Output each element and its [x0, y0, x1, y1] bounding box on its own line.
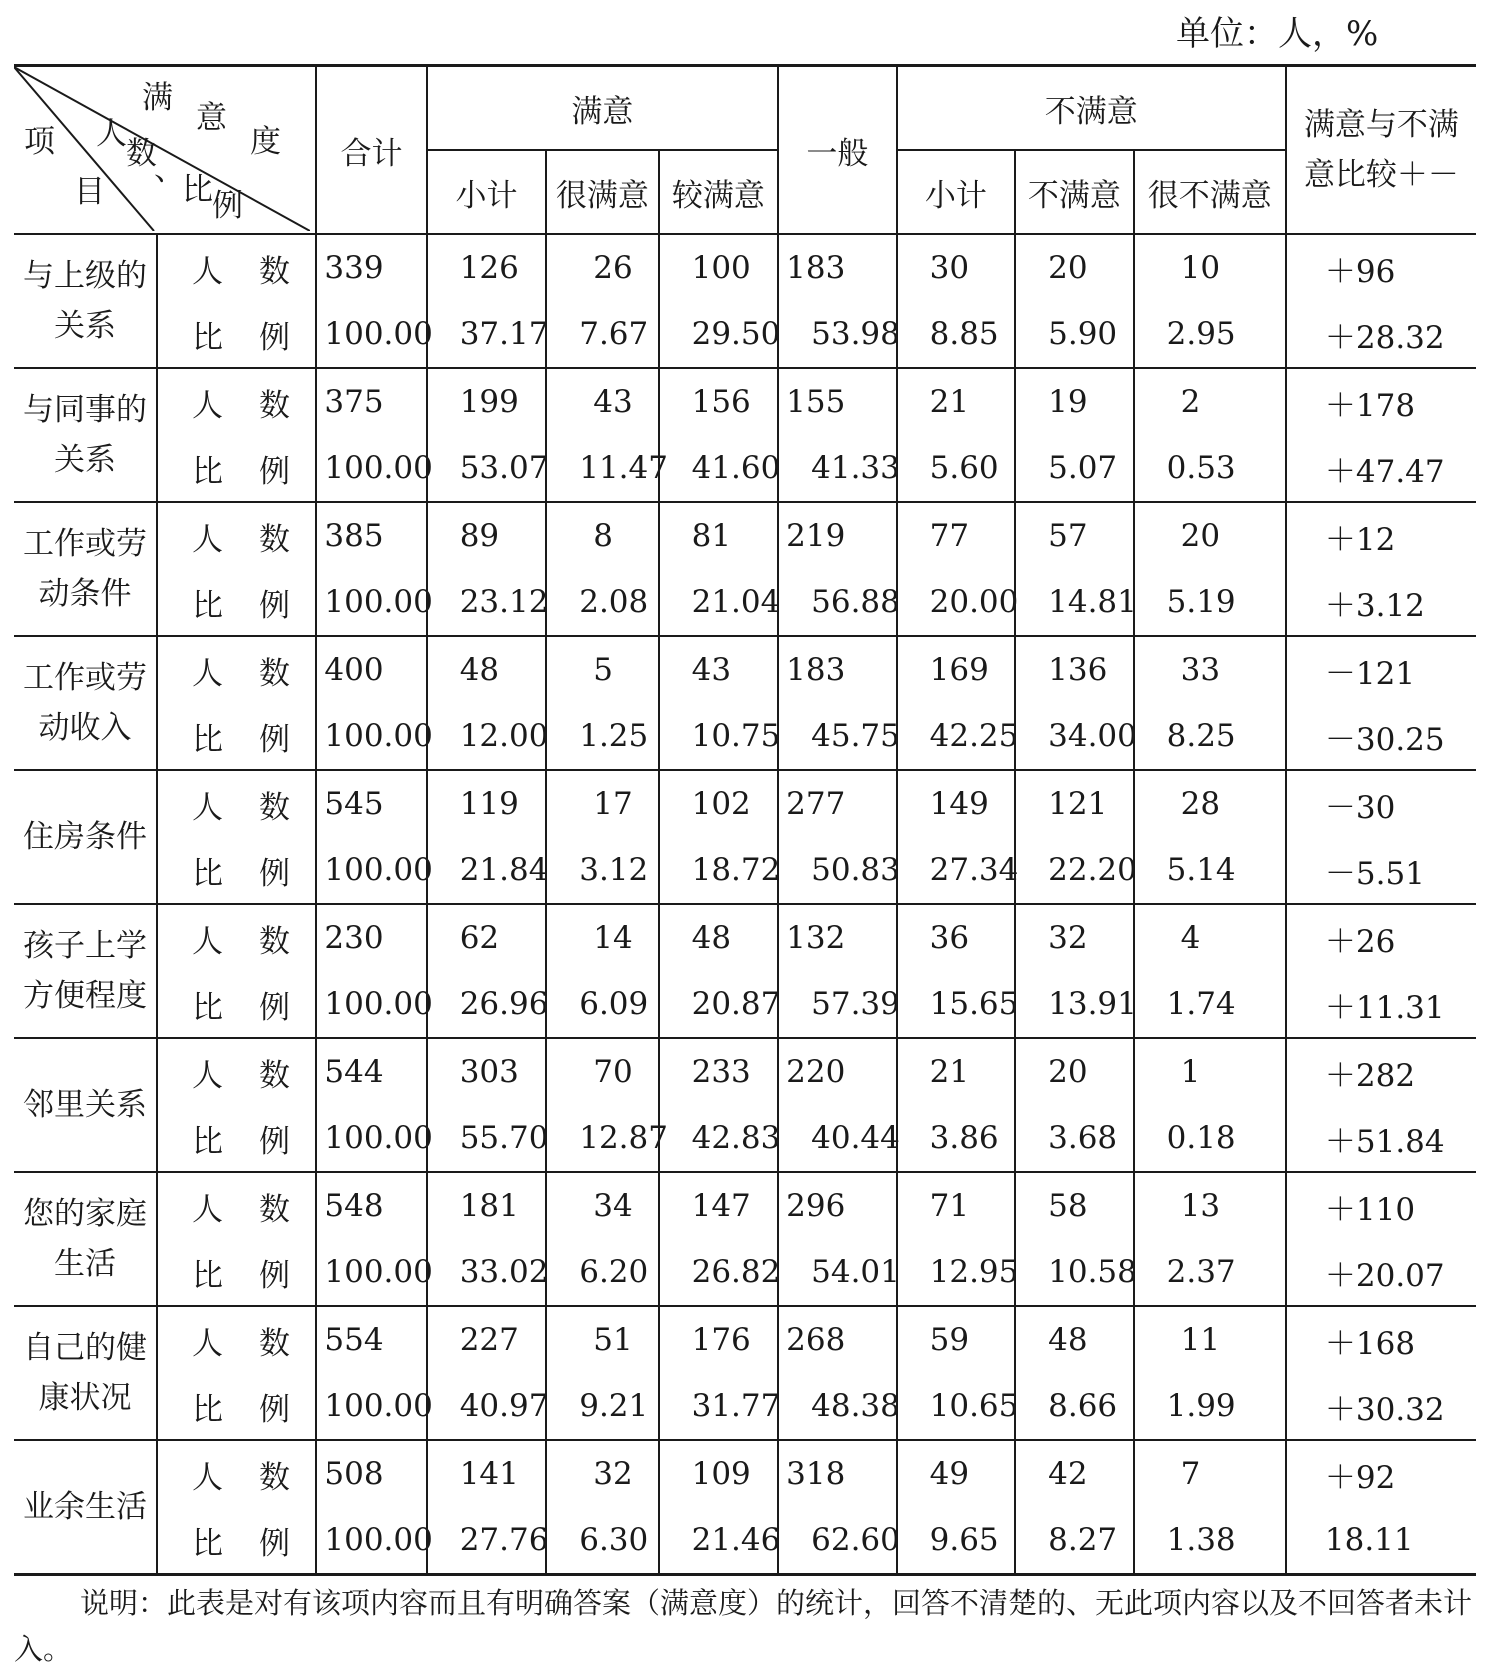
data-cell: 3.68 — [1015, 1105, 1134, 1172]
row-item-label — [14, 1172, 157, 1306]
data-cell: 147 — [659, 1172, 779, 1239]
row-item-line: 工作或劳 — [23, 526, 147, 562]
metric-label — [157, 1172, 327, 1239]
data-cell: ＋30.32 — [1286, 1373, 1476, 1440]
data-cell: ＋28.32 — [1286, 301, 1476, 368]
data-cell: 5.90 — [1015, 301, 1134, 368]
data-cell: 102 — [659, 770, 779, 837]
data-cell: 1.74 — [1134, 971, 1286, 1038]
data-cell: 21.46 — [659, 1507, 779, 1575]
table-row — [14, 1440, 1476, 1507]
diag-char: 比 — [182, 172, 213, 208]
data-cell: 54.01 — [778, 1239, 897, 1306]
table-row — [14, 1239, 1476, 1306]
metric-label — [157, 1105, 327, 1172]
metric-label-text: 比例 — [192, 453, 327, 490]
row-item-line: 住房条件 — [23, 819, 147, 855]
diag-char: 项 — [24, 124, 55, 160]
row-item-label — [14, 770, 157, 904]
data-cell: 20.00 — [897, 569, 1016, 636]
table-row — [14, 368, 1476, 435]
metric-label-text: 比例 — [192, 1123, 327, 1160]
data-cell: 57 — [1015, 502, 1134, 569]
data-cell: ＋26 — [1286, 904, 1476, 971]
data-cell: 296 — [778, 1172, 897, 1239]
data-cell: ＋12 — [1286, 502, 1476, 569]
data-cell: 18.72 — [659, 837, 779, 904]
table-row — [14, 1038, 1476, 1105]
data-cell: 100.00 — [316, 301, 426, 368]
footnote: 说明：此表是对有该项内容而且有明确答案（满意度）的统计，回答不清楚的、无此项内容以及不回答者未计入。 — [14, 1586, 1473, 1666]
data-cell: 27.34 — [897, 837, 1016, 904]
data-cell: 220 — [778, 1038, 897, 1105]
data-cell: 100.00 — [316, 1373, 426, 1440]
data-cell: 41.60 — [659, 435, 779, 502]
data-cell: 8.27 — [1015, 1507, 1134, 1575]
diag-char: 数 — [126, 136, 157, 172]
data-cell: 183 — [778, 234, 897, 301]
data-cell: 0.18 — [1134, 1105, 1286, 1172]
data-cell: 42.25 — [897, 703, 1016, 770]
data-cell: 26.82 — [659, 1239, 779, 1306]
data-cell: 8.85 — [897, 301, 1016, 368]
data-cell: 141 — [427, 1440, 547, 1507]
data-cell: 219 — [778, 502, 897, 569]
data-cell: 28 — [1134, 770, 1286, 837]
table-row — [14, 301, 1476, 368]
data-cell: 5.60 — [897, 435, 1016, 502]
metric-label-text: 人数 — [192, 655, 327, 692]
row-item-label — [14, 368, 157, 502]
data-cell: 126 — [427, 234, 547, 301]
data-cell: 33 — [1134, 636, 1286, 703]
diag-char: 、 — [154, 152, 185, 188]
data-cell: 339 — [316, 234, 426, 301]
data-cell: 11 — [1134, 1306, 1286, 1373]
row-item-line: 与上级的 — [23, 258, 147, 294]
header-total: 合计 — [316, 66, 426, 235]
data-cell: 21.04 — [659, 569, 779, 636]
unit-label: 单位：人，% — [1176, 14, 1379, 54]
table-row — [14, 837, 1476, 904]
data-cell: 8.66 — [1015, 1373, 1134, 1440]
data-cell: 29.50 — [659, 301, 779, 368]
data-cell: ＋282 — [1286, 1038, 1476, 1105]
metric-label — [157, 301, 327, 368]
metric-label — [157, 1239, 327, 1306]
data-cell: 2 — [1134, 368, 1286, 435]
diagonal-header-cell — [14, 66, 316, 235]
row-item-line: 生活 — [54, 1246, 116, 1282]
data-cell: 2.37 — [1134, 1239, 1286, 1306]
data-cell: 51 — [546, 1306, 658, 1373]
data-cell: 132 — [778, 904, 897, 971]
data-cell: 10 — [1134, 234, 1286, 301]
metric-label-text: 人数 — [192, 387, 327, 424]
sub-header: 小计 — [897, 150, 1016, 234]
data-cell: 0.53 — [1134, 435, 1286, 502]
metric-label-text: 人数 — [192, 253, 327, 290]
data-cell: 121 — [1015, 770, 1134, 837]
data-cell: 10.75 — [659, 703, 779, 770]
sub-header: 小计 — [427, 150, 547, 234]
data-cell: ＋11.31 — [1286, 971, 1476, 1038]
table-row — [14, 770, 1476, 837]
data-cell: 5.14 — [1134, 837, 1286, 904]
table-row — [14, 1507, 1476, 1575]
row-item-line: 孩子上学 — [23, 928, 147, 964]
data-cell: 100.00 — [316, 703, 426, 770]
metric-label-text: 比例 — [192, 587, 327, 624]
data-cell: 37.17 — [427, 301, 547, 368]
data-cell: 100.00 — [316, 837, 426, 904]
metric-label — [157, 502, 327, 569]
data-cell: 21 — [897, 1038, 1016, 1105]
data-cell: 183 — [778, 636, 897, 703]
data-cell: －30 — [1286, 770, 1476, 837]
data-cell: 11.47 — [546, 435, 658, 502]
data-cell: 119 — [427, 770, 547, 837]
data-cell: 42.83 — [659, 1105, 779, 1172]
data-cell: ＋3.12 — [1286, 569, 1476, 636]
metric-label — [157, 435, 327, 502]
data-cell: 6.20 — [546, 1239, 658, 1306]
data-cell: 20 — [1134, 502, 1286, 569]
row-item-line: 工作或劳 — [23, 660, 147, 696]
data-cell: 303 — [427, 1038, 547, 1105]
data-cell: 48 — [427, 636, 547, 703]
metric-label — [157, 234, 327, 301]
data-cell: 149 — [897, 770, 1016, 837]
data-cell: 32 — [1015, 904, 1134, 971]
metric-label — [157, 703, 327, 770]
data-cell: 100 — [659, 234, 779, 301]
satisfaction-table — [14, 64, 1476, 1576]
data-cell: 58 — [1015, 1172, 1134, 1239]
metric-label — [157, 569, 327, 636]
header-average: 一般 — [778, 66, 897, 235]
data-cell: 62 — [427, 904, 547, 971]
data-cell: 136 — [1015, 636, 1134, 703]
sub-header: 很满意 — [546, 150, 658, 234]
data-cell: 233 — [659, 1038, 779, 1105]
data-cell: 9.21 — [546, 1373, 658, 1440]
data-cell: 32 — [546, 1440, 658, 1507]
data-cell: 26 — [546, 234, 658, 301]
data-cell: 545 — [316, 770, 426, 837]
metric-label — [157, 368, 327, 435]
data-cell: 7.67 — [546, 301, 658, 368]
table-row — [14, 703, 1476, 770]
row-item-line: 邻里关系 — [23, 1087, 147, 1123]
data-cell: －121 — [1286, 636, 1476, 703]
data-cell: 77 — [897, 502, 1016, 569]
data-cell: 33.02 — [427, 1239, 547, 1306]
row-item-label — [14, 636, 157, 770]
data-cell: 176 — [659, 1306, 779, 1373]
data-cell: 40.97 — [427, 1373, 547, 1440]
data-cell: 169 — [897, 636, 1016, 703]
table-row — [14, 1172, 1476, 1239]
metric-label-text: 人数 — [192, 1191, 327, 1228]
data-cell: 7 — [1134, 1440, 1286, 1507]
data-cell: 30 — [897, 234, 1016, 301]
data-cell: 13.91 — [1015, 971, 1134, 1038]
data-cell: 3.86 — [897, 1105, 1016, 1172]
metric-label-text: 比例 — [192, 319, 327, 356]
data-cell: 18.11 — [1286, 1507, 1476, 1575]
metric-label-text: 比例 — [192, 721, 327, 758]
metric-label-text: 人数 — [192, 1459, 327, 1496]
data-cell: ＋178 — [1286, 368, 1476, 435]
data-cell: 81 — [659, 502, 779, 569]
data-cell: 544 — [316, 1038, 426, 1105]
metric-label — [157, 636, 327, 703]
metric-label — [157, 971, 327, 1038]
data-cell: 268 — [778, 1306, 897, 1373]
data-cell: 23.12 — [427, 569, 547, 636]
metric-label-text: 人数 — [192, 923, 327, 960]
row-item-line: 自己的健 — [23, 1330, 147, 1366]
row-item-label — [14, 1440, 157, 1575]
data-cell: 26.96 — [427, 971, 547, 1038]
data-cell: 5 — [546, 636, 658, 703]
data-cell: ＋47.47 — [1286, 435, 1476, 502]
header-unsatisfied: 不满意 — [897, 66, 1286, 151]
data-cell: 59 — [897, 1306, 1016, 1373]
row-item-label — [14, 904, 157, 1038]
data-cell: 22.20 — [1015, 837, 1134, 904]
data-cell: 48.38 — [778, 1373, 897, 1440]
table-row — [14, 1306, 1476, 1373]
data-cell: 227 — [427, 1306, 547, 1373]
table-row — [14, 971, 1476, 1038]
data-cell: 48 — [1015, 1306, 1134, 1373]
data-cell: 100.00 — [316, 1239, 426, 1306]
data-cell: 14.81 — [1015, 569, 1134, 636]
data-cell: 36 — [897, 904, 1016, 971]
data-cell: 4 — [1134, 904, 1286, 971]
row-item-line: 业余生活 — [23, 1489, 147, 1525]
row-item-label — [14, 234, 157, 368]
data-cell: 156 — [659, 368, 779, 435]
data-cell: 55.70 — [427, 1105, 547, 1172]
data-cell: 15.65 — [897, 971, 1016, 1038]
data-cell: 2.95 — [1134, 301, 1286, 368]
data-cell: 12.00 — [427, 703, 547, 770]
data-cell: 385 — [316, 502, 426, 569]
data-cell: －5.51 — [1286, 837, 1476, 904]
data-cell: 199 — [427, 368, 547, 435]
data-cell: 41.33 — [778, 435, 897, 502]
row-item-label — [14, 502, 157, 636]
data-cell: 10.58 — [1015, 1239, 1134, 1306]
header-compare-line: 意比较＋－ — [1303, 157, 1459, 193]
data-cell: 1.38 — [1134, 1507, 1286, 1575]
data-cell: 100.00 — [316, 1105, 426, 1172]
row-item-line: 关系 — [54, 442, 116, 478]
row-item-line: 您的家庭 — [23, 1196, 147, 1232]
data-cell: 14 — [546, 904, 658, 971]
data-cell: 50.83 — [778, 837, 897, 904]
data-cell: 100.00 — [316, 1507, 426, 1575]
header-compare — [1286, 66, 1476, 235]
data-cell: 230 — [316, 904, 426, 971]
metric-label — [157, 1038, 327, 1105]
row-item-line: 方便程度 — [23, 978, 147, 1014]
metric-label — [157, 770, 327, 837]
row-item-label — [14, 1306, 157, 1440]
data-cell: 6.09 — [546, 971, 658, 1038]
table-row — [14, 1105, 1476, 1172]
data-cell: 8.25 — [1134, 703, 1286, 770]
data-cell: 1 — [1134, 1038, 1286, 1105]
table-row — [14, 234, 1476, 301]
metric-label-text: 比例 — [192, 855, 327, 892]
data-cell: ＋168 — [1286, 1306, 1476, 1373]
metric-label — [157, 1507, 327, 1575]
data-cell: 42 — [1015, 1440, 1134, 1507]
header-compare-line: 满意与不满 — [1303, 107, 1459, 143]
data-cell: 31.77 — [659, 1373, 779, 1440]
diag-char: 满 — [142, 80, 173, 116]
metric-label-text: 人数 — [192, 789, 327, 826]
data-cell: 62.60 — [778, 1507, 897, 1575]
data-cell: 181 — [427, 1172, 547, 1239]
table-row — [14, 1373, 1476, 1440]
data-cell: 100.00 — [316, 569, 426, 636]
data-cell: 109 — [659, 1440, 779, 1507]
sub-header: 很不满意 — [1134, 150, 1286, 234]
data-cell: 71 — [897, 1172, 1016, 1239]
data-cell: 20.87 — [659, 971, 779, 1038]
metric-label — [157, 1373, 327, 1440]
data-cell: ＋96 — [1286, 234, 1476, 301]
data-cell: 17 — [546, 770, 658, 837]
metric-label-text: 比例 — [192, 1391, 327, 1428]
table-row — [14, 435, 1476, 502]
data-cell: 53.07 — [427, 435, 547, 502]
data-cell: 20 — [1015, 234, 1134, 301]
data-cell: 13 — [1134, 1172, 1286, 1239]
data-cell: 8 — [546, 502, 658, 569]
data-cell: ＋51.84 — [1286, 1105, 1476, 1172]
data-cell: 21 — [897, 368, 1016, 435]
data-cell: 548 — [316, 1172, 426, 1239]
metric-label — [157, 1440, 327, 1507]
data-cell: 10.65 — [897, 1373, 1016, 1440]
data-cell: 100.00 — [316, 435, 426, 502]
data-cell: 53.98 — [778, 301, 897, 368]
data-cell: －30.25 — [1286, 703, 1476, 770]
row-item-line: 动收入 — [38, 710, 132, 746]
table-row — [14, 636, 1476, 703]
row-item-line: 康状况 — [38, 1380, 132, 1416]
data-cell: 12.95 — [897, 1239, 1016, 1306]
data-cell: 12.87 — [546, 1105, 658, 1172]
diag-char: 人 — [96, 116, 127, 152]
table-row — [14, 569, 1476, 636]
data-cell: 20 — [1015, 1038, 1134, 1105]
data-cell: 6.30 — [546, 1507, 658, 1575]
data-cell: 5.07 — [1015, 435, 1134, 502]
metric-label-text: 人数 — [192, 1057, 327, 1094]
table-body — [14, 234, 1476, 1575]
data-cell: 56.88 — [778, 569, 897, 636]
data-cell: 554 — [316, 1306, 426, 1373]
data-cell: 27.76 — [427, 1507, 547, 1575]
data-cell: 318 — [778, 1440, 897, 1507]
data-cell: 400 — [316, 636, 426, 703]
data-cell: 89 — [427, 502, 547, 569]
diag-char: 度 — [250, 124, 281, 160]
metric-label — [157, 1306, 327, 1373]
metric-label-text: 比例 — [192, 1525, 327, 1562]
row-item-label — [14, 1038, 157, 1172]
data-cell: ＋20.07 — [1286, 1239, 1476, 1306]
metric-label-text: 人数 — [192, 521, 327, 558]
data-cell: 70 — [546, 1038, 658, 1105]
table-row — [14, 904, 1476, 971]
sub-header: 不满意 — [1015, 150, 1134, 234]
data-cell: 34.00 — [1015, 703, 1134, 770]
data-cell: ＋110 — [1286, 1172, 1476, 1239]
metric-label-text: 比例 — [192, 1257, 327, 1294]
diag-char: 目 — [74, 174, 105, 210]
data-cell: 508 — [316, 1440, 426, 1507]
data-cell: 34 — [546, 1172, 658, 1239]
diag-char: 例 — [212, 188, 243, 224]
data-cell: 43 — [546, 368, 658, 435]
metric-label — [157, 837, 327, 904]
metric-label — [157, 904, 327, 971]
row-item-line: 关系 — [54, 308, 116, 344]
diag-char: 意 — [196, 100, 227, 136]
data-cell: 48 — [659, 904, 779, 971]
row-item-line: 动条件 — [38, 576, 132, 612]
data-cell: 375 — [316, 368, 426, 435]
row-item-line: 与同事的 — [23, 392, 147, 428]
data-cell: 21.84 — [427, 837, 547, 904]
data-cell: 277 — [778, 770, 897, 837]
data-cell: 3.12 — [546, 837, 658, 904]
table-row — [14, 502, 1476, 569]
data-cell: 155 — [778, 368, 897, 435]
data-cell: 100.00 — [316, 971, 426, 1038]
header-satisfied: 满意 — [427, 66, 778, 151]
data-cell: ＋92 — [1286, 1440, 1476, 1507]
data-cell: 1.99 — [1134, 1373, 1286, 1440]
data-cell: 5.19 — [1134, 569, 1286, 636]
data-cell: 57.39 — [778, 971, 897, 1038]
data-cell: 49 — [897, 1440, 1016, 1507]
data-cell: 43 — [659, 636, 779, 703]
data-cell: 45.75 — [778, 703, 897, 770]
data-cell: 19 — [1015, 368, 1134, 435]
data-cell: 1.25 — [546, 703, 658, 770]
data-cell: 40.44 — [778, 1105, 897, 1172]
data-cell: 2.08 — [546, 569, 658, 636]
sub-header: 较满意 — [659, 150, 779, 234]
metric-label-text: 比例 — [192, 989, 327, 1026]
data-cell: 9.65 — [897, 1507, 1016, 1575]
metric-label-text: 人数 — [192, 1325, 327, 1362]
